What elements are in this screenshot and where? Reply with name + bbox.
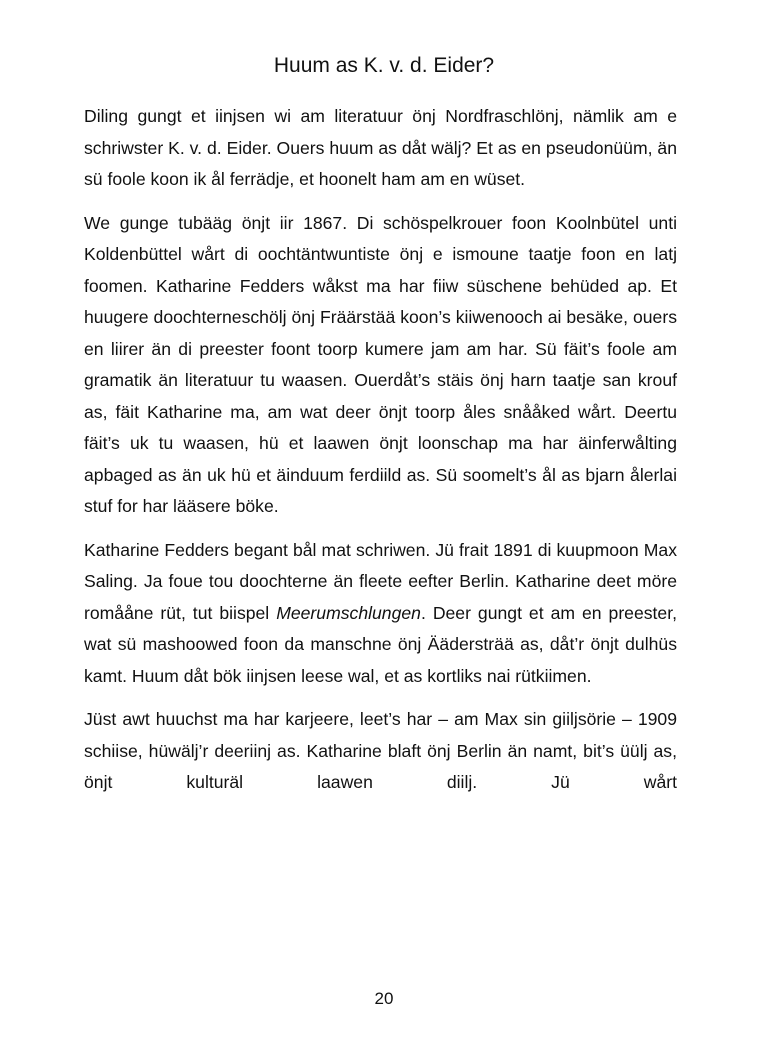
paragraph-2: We gunge tubääg önjt iir 1867. Di schöspelkrouer foon Koolnbütel unti Koldenbüttel wårt di oochtäntwuntiste önj e ismoune taatje foon en latj foomen. Katharine Fedders wåkst ma har fiiw süschene behüded ap. Et huugere doochterneschölj önj Fräärstää koon’s kiiwenooch ai besäke, ouers en liirer än di preester foont toorp kumere jam am har. Sü fäit’s foole am gramatik än literatuur tu waasen. Ouerdåt’s stäis önj harn taatje san krouf as, fäit Katharine ma, am wat deer önjt toorp åles snååked wårt. Deertu fäit’s uk tu waasen, hü et laawen önjt loonschap ma har äinferwålting apbaged as än uk hü et äinduum ferdiild as. Sü soomelt’s ål as bjarn ålerlai stuf for har lääsere böke. (84, 212, 677, 516)
paragraph-3-text-before: Katharine Fedders begant bål mat schriwen. Jü frait 1891 di kuupmoon Max Saling. Ja foue tou doochterne än fleete eefter Berlin. Katharine deet möre romååne rüt, tut biispel (84, 539, 677, 623)
paragraph-3 (84, 535, 677, 693)
page-title: Huum as K. v. d. Eider? (273, 54, 495, 77)
paragraph-3-text-after: . Deer gungt et am en preester, wat sü mashoowed foon da manschne önj Äädersträä as, dåt’r önjt dulhüs kamt. Huum dåt bök iinjsen leese wal, et as kortliks nai rütkiimen. (84, 602, 677, 686)
body-text (84, 101, 677, 799)
paragraph-4: Jüst awt huuchst ma har karjeere, leet’s har – am Max sin giiljsörie – 1909 schiise, hüwälj’r deeriinj as. Katharine blaft önj Berlin än namt, bit’s üülj as, önjt kulturäl laawen diilj. Jü wårt (84, 709, 677, 792)
page-number: 20 (374, 989, 394, 1008)
paragraph-1: Diling gungt et iinjsen wi am literatuur önj Nordfraschlönj, nämlik am e schriwster K. v. d. Eider. Ouers huum as dåt wälj? Et as en pseudonüüm, än sü foole koon ik ål ferrädje, et hoonelt ham am en wüset. (84, 106, 677, 189)
book-title-italic: Meerumschlungen (276, 602, 421, 623)
